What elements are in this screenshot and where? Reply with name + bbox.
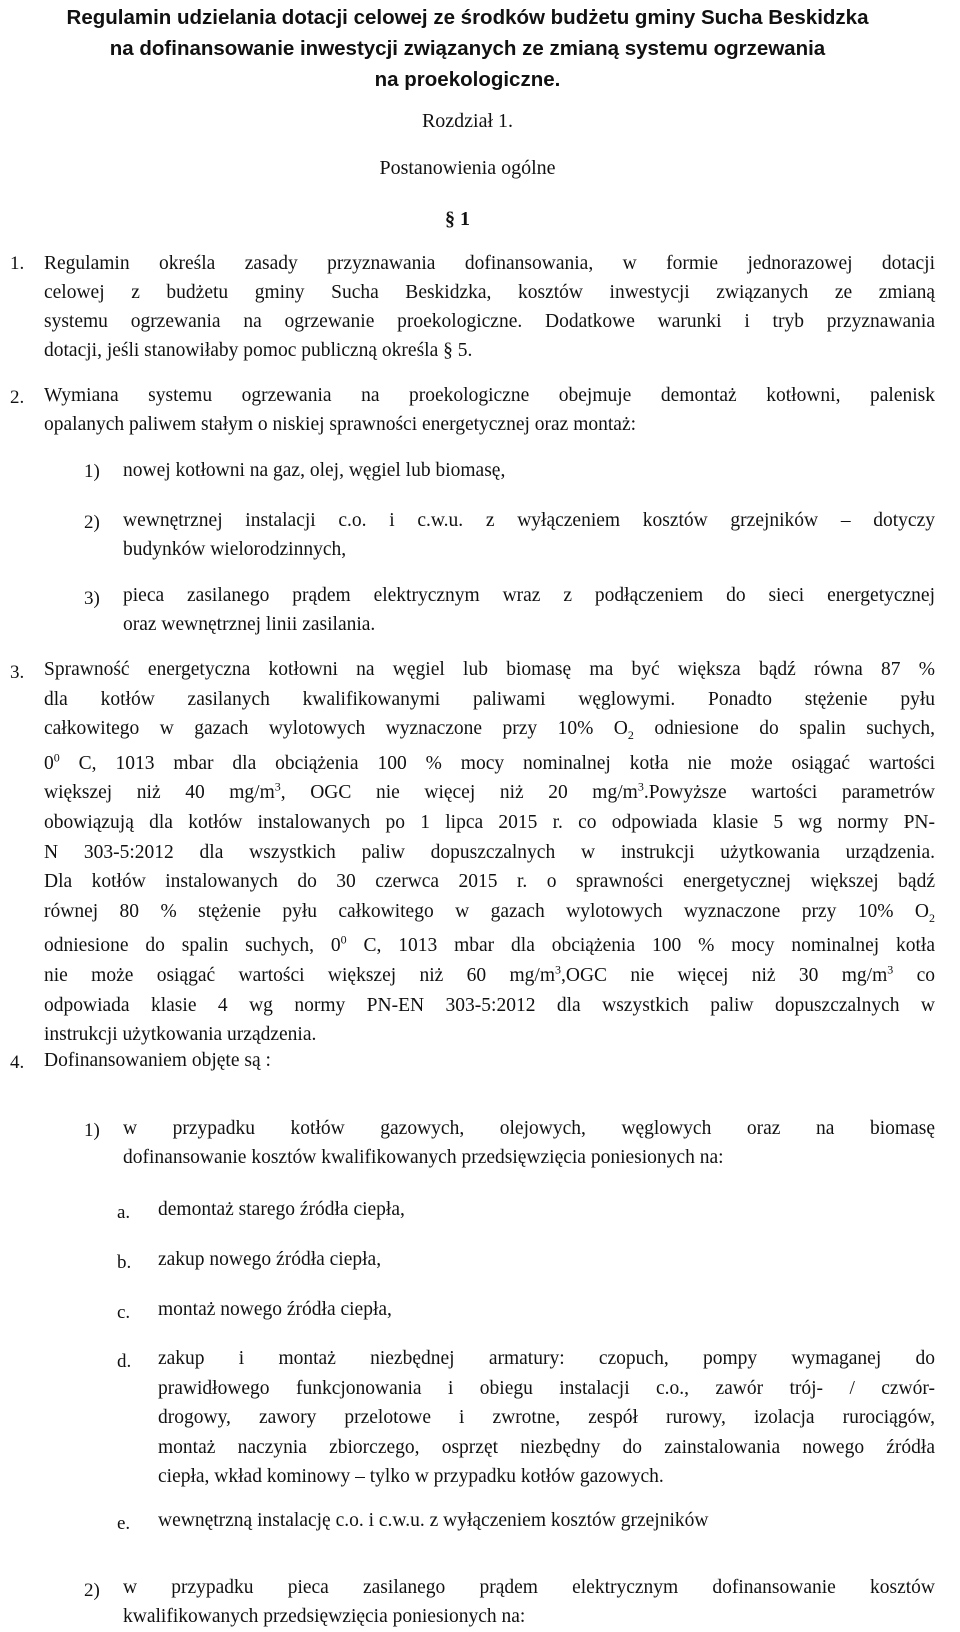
chapter-heading: Rozdział 1. <box>421 110 514 132</box>
sub-item-line: montaż naczynia zbiorczego, osprzęt niezbędny do zainstalowania nowego źródła <box>158 1436 935 1458</box>
paragraph-line: większej niż 40 $mg/m^3$, OGC nie więcej niż 20 $mg/m^3.Powyższe$ wartości parametrów <box>44 779 935 804</box>
paragraph-line: celowej z budżetu gminy Sucha Beskidzka, kosztów inwestycji związanych ze zmianą <box>44 282 935 303</box>
list-item <box>123 1114 935 1172</box>
paragraph-line: Dla kotłów instalowanych do 30 czerwca 2015 r. o sprawności energetycznej większej bądź <box>44 871 935 893</box>
list-item-line: oraz wewnętrznej linii zasilania. <box>123 614 376 635</box>
title-line-1: Regulamin udzielania dotacji celowej ze środków budżetu gminy Sucha Beskidzka <box>66 6 869 29</box>
paragraph-line: opalanych paliwem stałym o niskiej sprawności energetycznej oraz montaż: <box>44 414 637 435</box>
list-item-line: w przypadku kotłów gazowych, olejowych, węglowych oraz na biomasę <box>123 1118 935 1139</box>
list-item <box>123 456 935 485</box>
sub-item-letter: d. <box>117 1351 132 1372</box>
sub-item-line: prawidłowego funkcjonowania i obiegu instalacji c.o., zawór trój- / czwór- <box>158 1377 935 1399</box>
section-heading: § 1 <box>445 208 470 230</box>
paragraph-line: odpowiada klasie 4 wg normy PN-EN 303-5:2012 dla wszystkich paliw dopuszczalnych w <box>44 994 935 1016</box>
list-item-line: dofinansowanie kosztów kwalifikowanych przedsięwzięcia poniesionych na: <box>123 1147 724 1168</box>
sub-item-line: ciepła, wkład kominowy – tylko w przypadku kotłów gazowych. <box>158 1466 664 1487</box>
paragraph-line: systemu ogrzewania na ogrzewanie proekologiczne. Dodatkowe warunki i tryb przyznawania <box>44 311 935 332</box>
paragraph-number: 1. <box>10 253 25 274</box>
paragraph-2 <box>44 381 935 439</box>
list-item <box>123 1573 935 1631</box>
sub-item-letter: a. <box>117 1202 131 1223</box>
sub-item-line: montaż nowego źródła ciepła, <box>158 1299 392 1320</box>
paragraph-line: obowiązują dla kotłów instalowanych po 1 lipca 2015 r. co odpowiada klasie 5 wg normy PN- <box>44 811 935 833</box>
paragraph-number: 3. <box>10 662 25 683</box>
paragraph-line: $0^0$ C, 1013 mbar dla obciążenia 100 % mocy nominalnej kotła nie może osiągać wartości <box>44 750 935 774</box>
paragraph-number: 2. <box>10 387 25 408</box>
list-item-number: 3) <box>84 588 100 609</box>
sub-item-line: zakup nowego źródła ciepła, <box>158 1249 382 1270</box>
title-line-2: na dofinansowanie inwestycji związanych ze zmianą systemu ogrzewania <box>109 37 826 60</box>
list-item <box>123 506 935 564</box>
paragraph-line: dla kotłów zasilanych kwalifikowanymi paliwami węglowymi. Ponadto stężenie pyłu <box>44 688 935 710</box>
title-line-3: na proekologiczne. <box>374 68 561 91</box>
paragraph-3 <box>44 655 935 1050</box>
sub-item-letter: b. <box>117 1252 132 1273</box>
paragraph-line: dotacji, jeśli stanowiłaby pomoc publiczną określa § 5. <box>44 340 473 361</box>
sub-item <box>158 1344 935 1492</box>
paragraph-line: całkowitego w gazach wylotowych wyznaczone przy 10% $O_2$ odniesione do spalin suchych, <box>44 718 935 743</box>
list-item <box>123 581 935 639</box>
sub-item-line: demontaż starego źródła ciepła, <box>158 1199 405 1220</box>
paragraph-line: równej 80 % stężenie pyłu całkowitego w gazach wylotowych wyznaczone przy 10% $O_2$ <box>44 900 935 925</box>
paragraph-line: Wymiana systemu ogrzewania na proekologiczne obejmuje demontaż kotłowni, palenisk <box>44 385 935 406</box>
sub-item <box>158 1295 935 1324</box>
list-item-number: 2) <box>84 1580 100 1601</box>
paragraph-line: Sprawność energetyczna kotłowni na węgiel lub biomasę ma być większa bądź równa 87 % <box>44 659 935 680</box>
list-item-line: w przypadku pieca zasilanego prądem elektrycznym dofinansowanie kosztów <box>123 1577 935 1598</box>
list-item-number: 1) <box>84 1120 100 1141</box>
list-item-number: 2) <box>84 512 100 533</box>
sub-item-letter: c. <box>117 1302 131 1323</box>
paragraph-4 <box>44 1046 935 1075</box>
document-title <box>0 2 935 95</box>
chapter-name: Postanowienia ogólne <box>379 157 556 179</box>
sub-item-line: wewnętrzną instalację c.o. i c.w.u. z wyłączeniem kosztów grzejników <box>158 1510 709 1531</box>
list-item-number: 1) <box>84 461 100 482</box>
list-item-line: nowej kotłowni na gaz, olej, węgiel lub biomasę, <box>123 460 506 481</box>
paragraph-1 <box>44 249 935 365</box>
list-item-line: wewnętrznej instalacji c.o. i c.w.u. z wyłączeniem kosztów grzejników – dotyczy <box>123 510 935 531</box>
list-item-line: budynków wielorodzinnych, <box>123 539 347 560</box>
sub-item-letter: e. <box>117 1513 131 1534</box>
sub-item-line: drogowy, zawory przelotowe i zwrotne, zespół rurowy, izolacja rurociągów, <box>158 1407 935 1428</box>
sub-item <box>158 1195 935 1224</box>
paragraph-line: odniesione do spalin suchych, $0^0$ C, 1013 mbar dla obciążenia 100 % mocy nominalnej kotła <box>44 932 936 957</box>
paragraph-line: instrukcji użytkowania urządzenia. <box>44 1024 317 1046</box>
list-item-line: pieca zasilanego prądem elektrycznym wraz z podłączeniem do sieci energetycznej <box>123 585 935 606</box>
sub-item-line: zakup i montaż niezbędnej armatury: czopuch, pompy wymaganej do <box>158 1348 935 1369</box>
paragraph-number: 4. <box>10 1052 25 1073</box>
sub-item <box>158 1506 935 1535</box>
list-item-line: kwalifikowanych przedsięwzięcia poniesionych na: <box>123 1606 526 1627</box>
paragraph-line: N 303-5:2012 dla wszystkich paliw dopuszczalnych w instrukcji użytkowania urządzenia. <box>44 841 935 863</box>
paragraph-line: Regulamin określa zasady przyznawania dofinansowania, w formie jednorazowej dotacji <box>44 253 935 274</box>
paragraph-line: nie może osiągać wartości większej niż 60 $mg/m^3,OGC$ nie więcej niż 30 $mg/m^3$ co <box>44 962 936 986</box>
sub-item <box>158 1245 935 1274</box>
paragraph-line: Dofinansowaniem objęte są : <box>44 1050 271 1071</box>
